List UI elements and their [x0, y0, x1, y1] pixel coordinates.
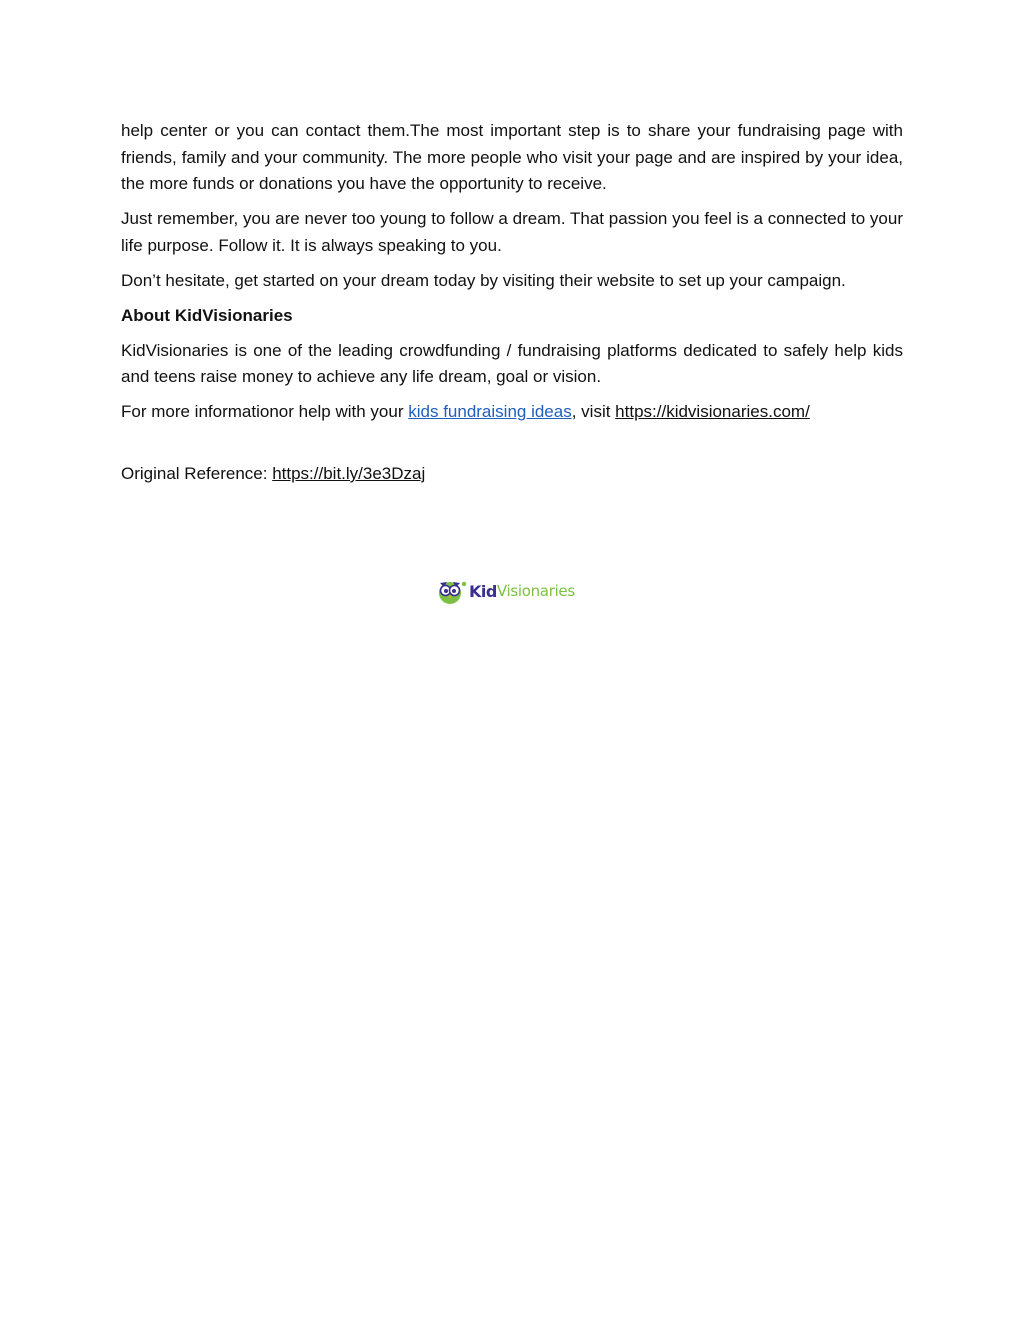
reference-url-link[interactable]: https://bit.ly/3e3Dzaj	[272, 464, 426, 483]
reference-label: Original Reference:	[121, 464, 273, 483]
logo-visionaries-text: Visionaries	[496, 582, 575, 600]
reference-paragraph	[121, 461, 903, 488]
kids-fundraising-ideas-link[interactable]: kids fundraising ideas	[408, 402, 572, 421]
logo-kid-text: Kid	[469, 581, 497, 601]
kidvisionaries-url-link[interactable]: https://kidvisionaries.com/	[615, 402, 810, 421]
document-body	[121, 118, 903, 496]
kidvisionaries-logo	[437, 576, 575, 606]
about-heading: About KidVisionaries	[121, 305, 293, 325]
paragraph: Just remember, you are never too young to follow a dream. That passion you feel is a connected to your life purpose. Follow it. It is always speaking to you.	[121, 209, 903, 255]
spacer	[121, 434, 903, 461]
more-info-prefix: For more informationor help with your	[121, 402, 409, 421]
owl-icon	[437, 577, 467, 605]
more-info-middle: , visit	[571, 402, 616, 421]
paragraph: Don’t hesitate, get started on your dream today by visiting their website to set up your campaign.	[121, 270, 846, 290]
more-info-paragraph	[121, 399, 903, 426]
about-paragraph: KidVisionaries is one of the leading crowdfunding / fundraising platforms dedicated to safely help kids and teens raise money to achieve any life dream, goal or vision.	[121, 340, 903, 386]
paragraph: help center or you can contact them.The most important step is to share your fundraising page with friends, family and your community. The more people who visit your page and are inspired by your idea, the more funds or donations you have the opportunity to receive.	[121, 121, 903, 193]
